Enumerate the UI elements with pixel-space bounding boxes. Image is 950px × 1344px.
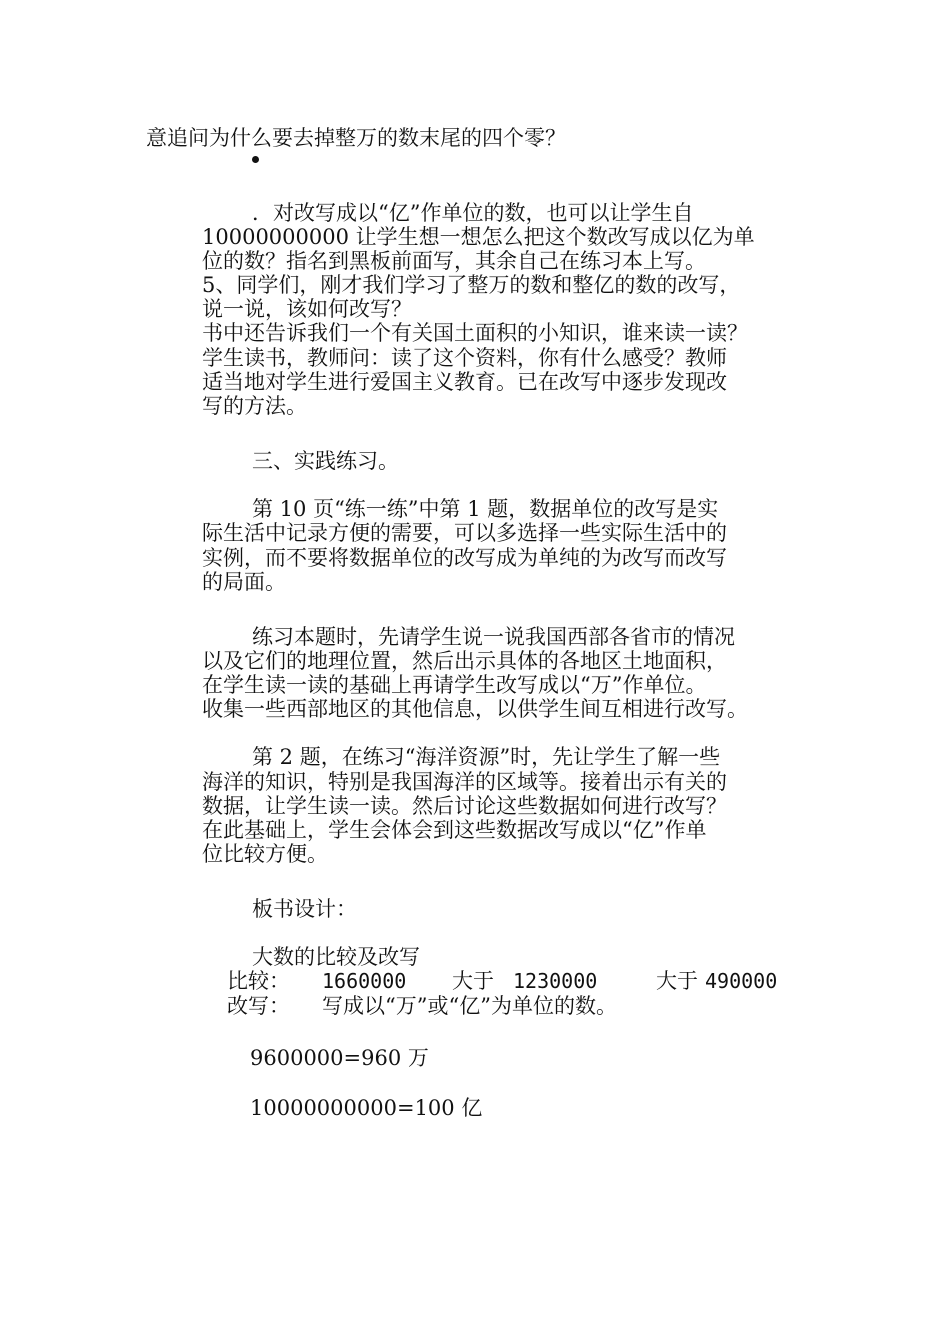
compare-label: 比较： (227, 969, 290, 993)
board-title: 大数的比较及改写 (252, 945, 420, 969)
example-line: 10000000000=100 亿 (250, 1096, 483, 1120)
text-line: 第 10 页“练一练”中第 1 题，数据单位的改写是实 (252, 497, 719, 521)
text-line: 以及它们的地理位置，然后出示具体的各地区土地面积， (202, 649, 727, 673)
text-line: 际生活中记录方便的需要，可以多选择一些实际生活中的 (202, 521, 727, 545)
board-heading: 板书设计： (252, 897, 357, 921)
text-line: 意追问为什么要去掉整万的数末尾的四个零？ (146, 126, 566, 150)
section-heading: 三、实践练习。 (252, 449, 399, 473)
example-line: 9600000=960 万 (250, 1046, 429, 1070)
compare-greater-than-2: 大于 (656, 969, 698, 993)
text-line: 第 2 题，在练习“海洋资源”时，先让学生了解一些 (252, 745, 721, 769)
rewrite-text: 写成以“万”或“亿”为单位的数。 (322, 994, 617, 1018)
text-line: 10000000000 让学生想一想怎么把这个数改写成以亿为单 (202, 225, 755, 249)
text-line: 练习本题时，先请学生说一说我国西部各省市的情况 (252, 625, 735, 649)
text-line: 的局面。 (202, 570, 286, 594)
text-line: 5、同学们，刚才我们学习了整万的数和整亿的数的改写， (202, 273, 741, 297)
rewrite-label: 改写： (227, 994, 290, 1018)
text-line: 位的数？指名到黑板前面写，其余自己在练习本上写。 (202, 249, 706, 273)
compare-number-2: 1230000 (513, 969, 598, 993)
text-line: 书中还告诉我们一个有关国土面积的小知识，谁来读一读？ (202, 321, 748, 345)
compare-greater-than-1: 大于 (452, 969, 494, 993)
text-line: 位比较方便。 (202, 842, 328, 866)
compare-number-3: 490000 (705, 969, 778, 993)
text-line: 实例，而不要将数据单位的改写成为单纯的为改写而改写 (202, 546, 727, 570)
text-line: 在此基础上，学生会体会到这些数据改写成以“亿”作单 (202, 818, 707, 842)
text-line: 适当地对学生进行爱国主义教育。已在改写中逐步发现改 (202, 370, 727, 394)
text-line: 海洋的知识，特别是我国海洋的区域等。接着出示有关的 (202, 770, 727, 794)
compare-number-1: 1660000 (322, 969, 407, 993)
text-line: 写的方法。 (202, 394, 307, 418)
text-line: 收集一些西部地区的其他信息，以供学生间互相进行改写。 (202, 697, 748, 721)
text-line: ．对改写成以“亿”作单位的数，也可以让学生自 (252, 201, 694, 225)
bullet-dot (252, 156, 259, 163)
text-line: 数据，让学生读一读。然后讨论这些数据如何进行改写？ (202, 794, 727, 818)
text-line: 说一说，该如何改写？ (202, 297, 412, 321)
text-line: 在学生读一读的基础上再请学生改写成以“万”作单位。 (202, 673, 707, 697)
text-line: 学生读书，教师问：读了这个资料，你有什么感受？教师 (202, 346, 727, 370)
